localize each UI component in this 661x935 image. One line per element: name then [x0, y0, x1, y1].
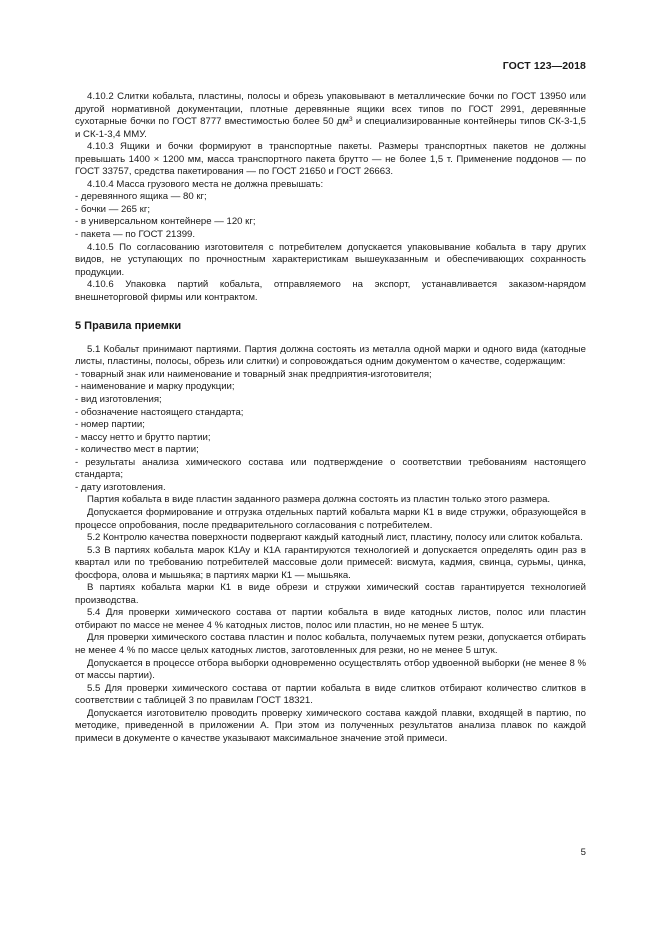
- document-body: [75, 91, 586, 745]
- document-id-header: ГОСТ 123—2018: [502, 60, 586, 72]
- paragraph: 4.10.5 По согласованию изготовителя с потребителем допускается упаковывание кобальта в тару других видов, не уступающих по прочностным характеристикам вышеуказанным и обеспечивающих сохранность продукции.: [75, 241, 586, 278]
- paragraph: Допускается формирование и отгрузка отдельных партий кобальта марки К1 в виде стружки, образующейся в процессе опробования, после предварительного согласования с потребителем.: [75, 506, 586, 531]
- paragraph: 4.10.6 Упаковка партий кобальта, отправляемого на экспорт, устанавливается заказом-нарядом внешнеторговой фирмы или контрактом.: [75, 279, 586, 303]
- paragraph: В партиях кобальта марки К1 в виде обрези и стружки химический состав гарантируется технологией производства.: [75, 582, 586, 606]
- list-item: - результаты анализа химического состава или подтверждение о соответствии требованиям настоящего стандарта;: [75, 456, 586, 481]
- paragraph: Допускается изготовителю проводить проверку химического состава каждой плавки, входящей в партию, по методике, приведенной в приложении А. При этом из полученных результатов анализа плавок по каждой примеси в документе о качестве указывают максимальное значение этой примеси.: [75, 707, 586, 744]
- paragraph: 5.4 Для проверки химического состава от партии кобальта в виде катодных листов, полос или пластин отбирают по массе не менее 4 % катодных листов, полос или пластин, но не менее 5 штук.: [75, 607, 586, 631]
- list-item: - товарный знак или наименование и товарный знак предприятия-изготовителя;: [75, 368, 432, 380]
- paragraph: Партия кобальта в виде пластин заданного размера должна состоять из пластин только этого размера.: [87, 494, 551, 506]
- list-item: - массу нетто и брутто партии;: [75, 431, 211, 443]
- paragraph: 4.10.3 Ящики и бочки формируют в транспортные пакеты. Размеры транспортных пакетов не должны превышать 1400 × 1200 мм, масса транспортного пакета брутто — не более 1,5 т. Применение поддонов — по ГОСТ 33757, средства пакетирования — по ГОСТ 21650 и ГОСТ 26663.: [75, 141, 586, 178]
- list-item: - в универсальном контейнере — 120 кг;: [75, 216, 256, 228]
- page-number: 5: [580, 847, 586, 858]
- section-heading: 5 Правила приемки: [75, 320, 182, 333]
- paragraph: 4.10.4 Масса грузового места не должна превышать:: [87, 178, 324, 190]
- list-item: - номер партии;: [75, 419, 145, 431]
- list-item: - обозначение настоящего стандарта;: [75, 406, 244, 418]
- list-item: - наименование и марку продукции;: [75, 381, 235, 393]
- paragraph: 5.1 Кобальт принимают партиями. Партия должна состоять из металла одной марки и одного вида (катодные листы, пластины, полосы, обрезь или слитки) и сопровождаться одним документом о качестве, содержащим:: [75, 343, 586, 368]
- paragraph: 4.10.2 Слитки кобальта, пластины, полосы и обрезь упаковывают в металлические бочки по ГОСТ 13950 или другой нормативной документации, плотные деревянные ящики всех типов по ГОСТ 2991, деревянные сухотарные бочки по ГОСТ 8777 вместимостью более 50 $дм^3$ и специализированные контейнеры типов СК-3-1,5 и СК-1-3,4 ММУ.: [75, 91, 586, 140]
- list-item: - бочки — 265 кг;: [75, 203, 150, 215]
- paragraph: 5.2 Контролю качества поверхности подвергают каждый катодный лист, пластину, полосу или слиток кобальта.: [87, 532, 583, 544]
- list-item: - пакета — по ГОСТ 21399.: [75, 229, 196, 241]
- paragraph: 5.5 Для проверки химического состава от партии кобальта в виде слитков отбирают количество слитков в соответствии с таблицей 3 по правилам ГОСТ 18321.: [75, 682, 586, 707]
- list-item: - количество мест в партии;: [75, 444, 199, 456]
- list-item: - дату изготовления.: [75, 481, 166, 493]
- list-item: - вид изготовления;: [75, 394, 162, 406]
- list-item: - деревянного ящика — 80 кг;: [75, 191, 207, 203]
- paragraph: 5.3 В партиях кобальта марок К1Ау и К1А гарантируются технологией и допускается определять один раз в квартал или по требованию потребителей массовые доли примесей: висмута, кадмия, свинца, сурьмы, цинка, фосфора, олова и мышьяка; в партиях марки К1 — мышьяка.: [75, 544, 586, 581]
- paragraph: Допускается в процессе отбора выборки одновременно осуществлять отбор удвоенной выборки (не менее 8 % от массы партии).: [75, 657, 586, 682]
- paragraph: Для проверки химического состава пластин и полос кобальта, получаемых путем резки, допускается отбирать не менее 4 % по массе целых катодных листов, заготовленных для резки, но не менее 5 штук.: [75, 632, 586, 656]
